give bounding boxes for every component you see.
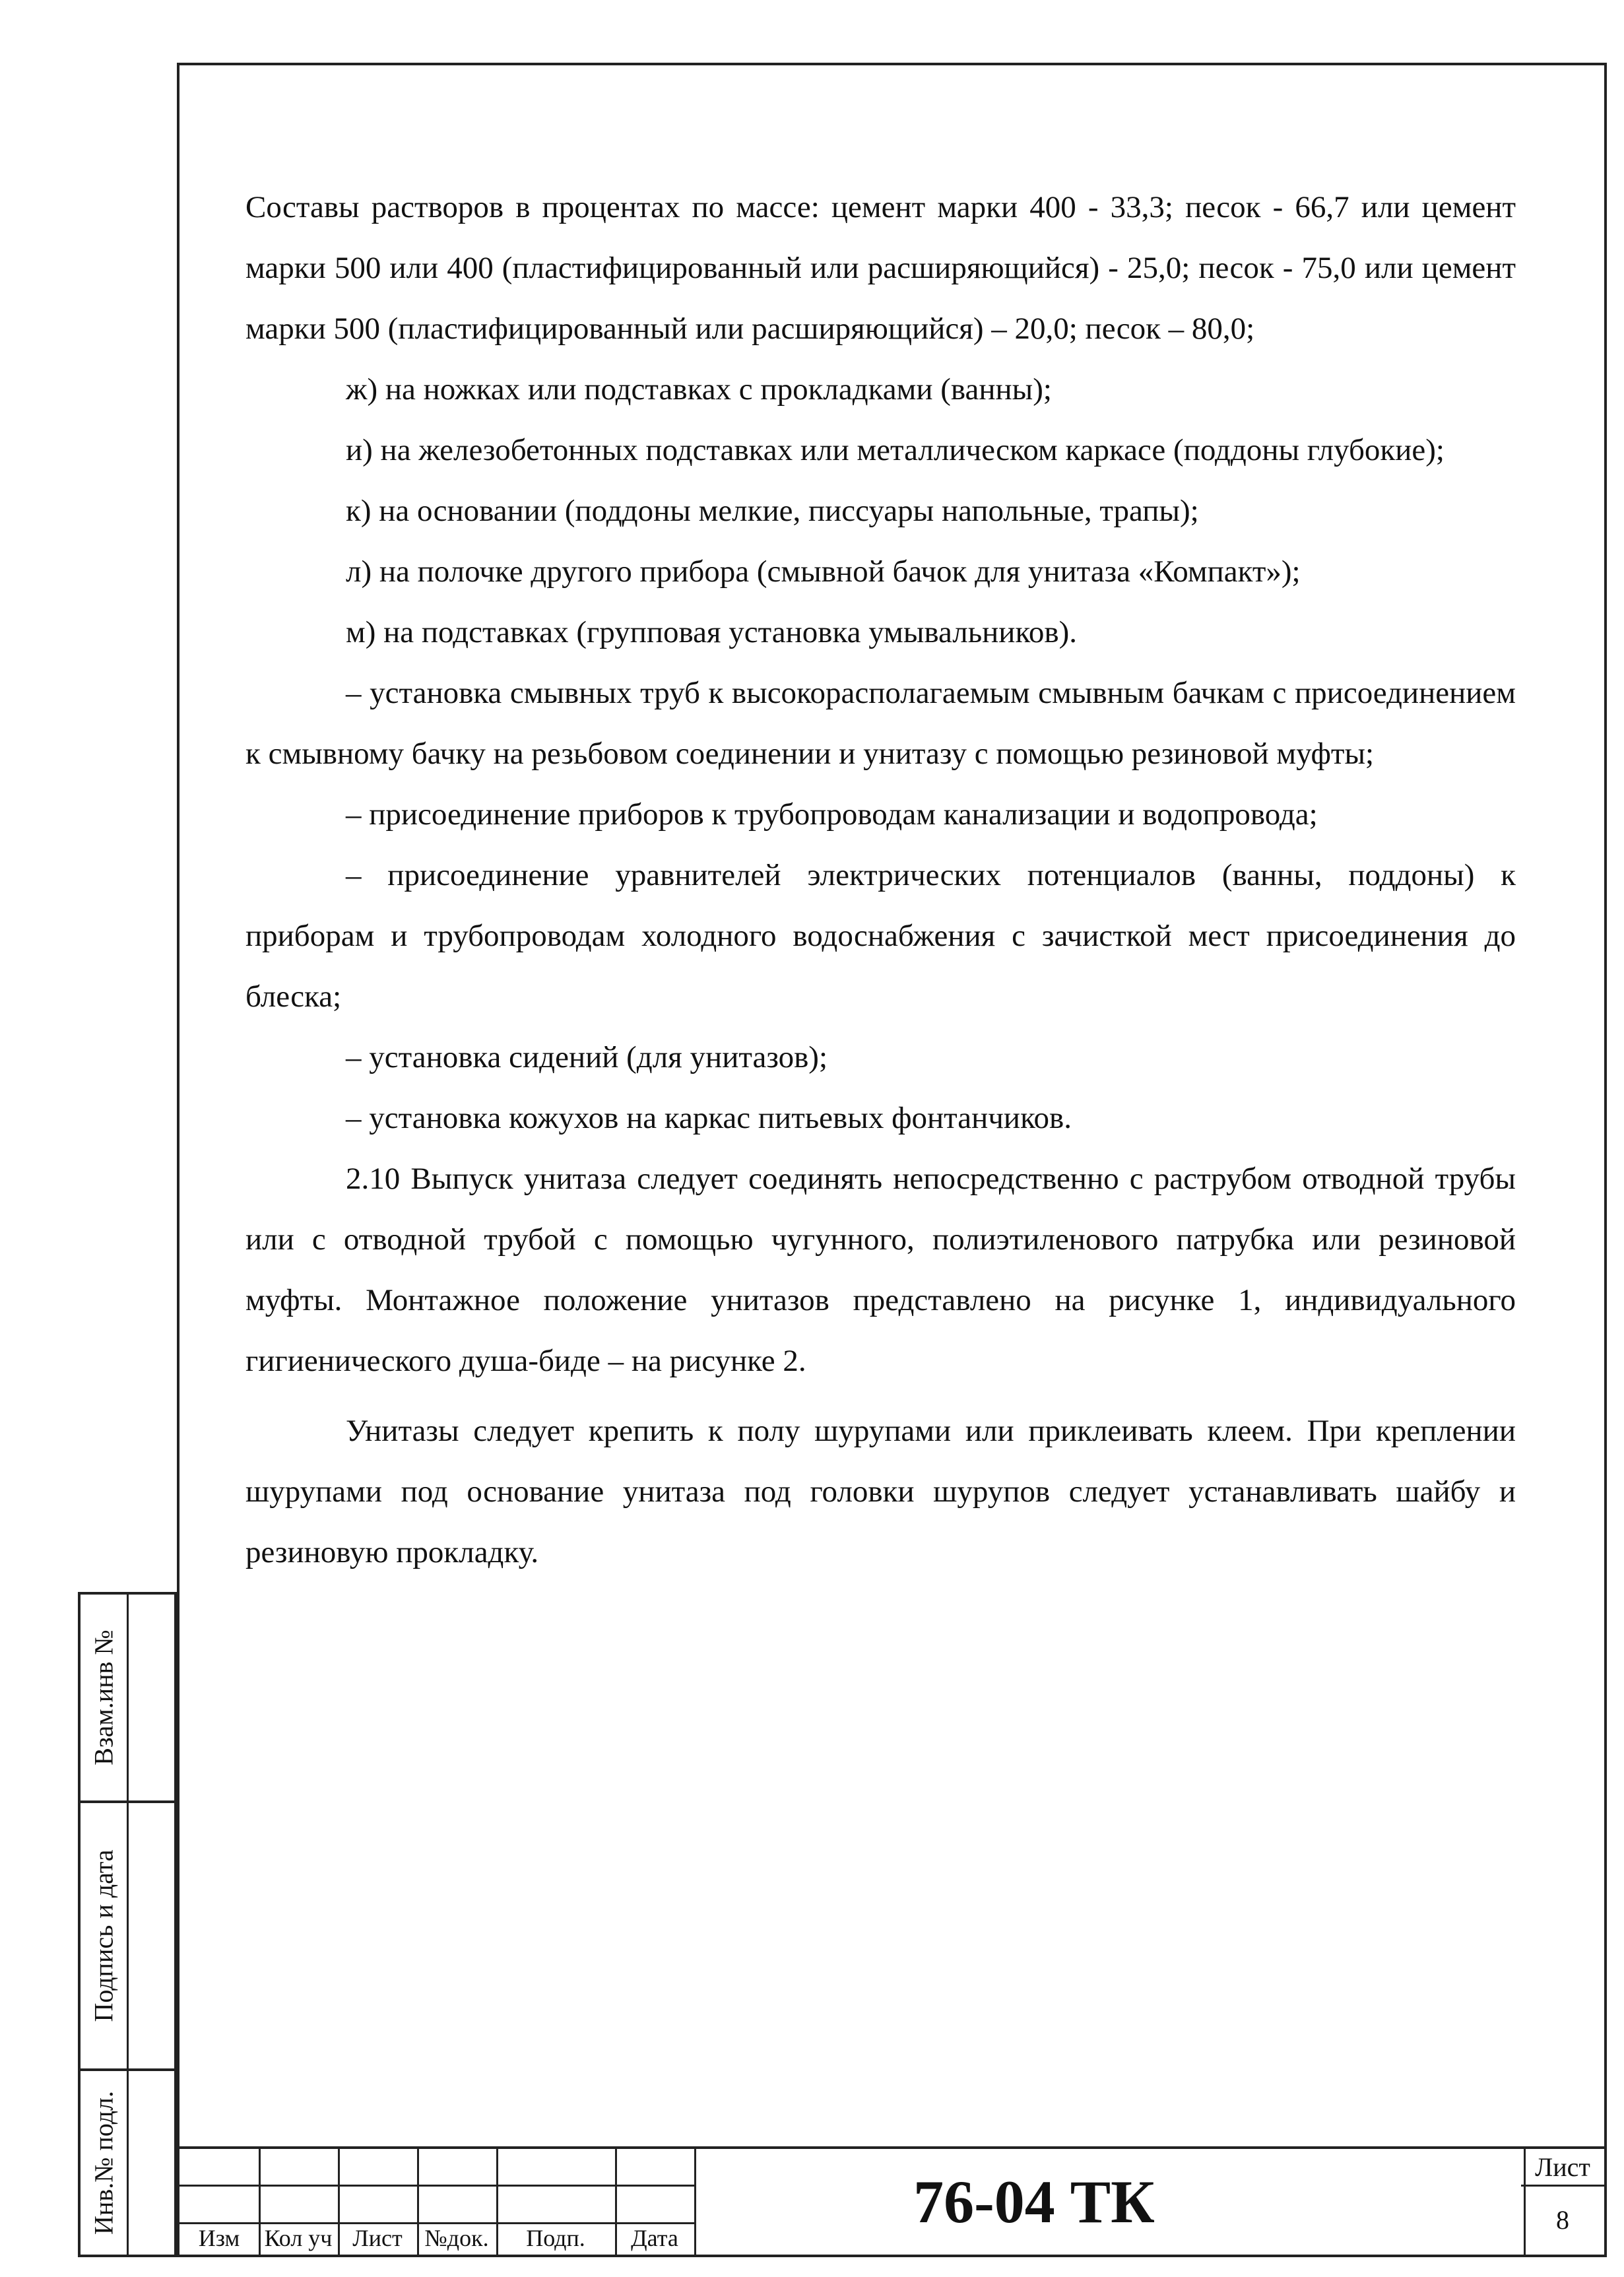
paragraph-mortar-composition: Составы растворов в процентах по массе: цемент марки 400 - 33,3; песок - 66,7 или цемент марки 500 или 400 (пластифицированный или расширяющийся) - 25,0; песок - 75,0 или цемент марки 500 (пластифицированный или расширяющийся) – 20,0; песок – 80,0; bbox=[245, 190, 1516, 346]
document-body bbox=[245, 177, 1516, 1583]
side-stamp-signature bbox=[78, 1800, 177, 2071]
column-sheet: Лист bbox=[352, 2225, 403, 2251]
title-block bbox=[177, 2146, 1607, 2257]
paragraph-fastening: Унитазы следует крепить к полу шурупами или приклеивать клеем. При креплении шурупами под основание унитаза под головки шурупов следует устанавливать шайбу и резиновую прокладку. bbox=[245, 1414, 1516, 1569]
list-item-k: к) на основании (поддоны мелкие, писсуары напольные, трапы); bbox=[346, 494, 1199, 528]
side-label-signature: Подпись и дата bbox=[88, 1849, 119, 2022]
column-doc-number: №док. bbox=[424, 2225, 489, 2251]
dash-item-connection: – присоединение приборов к трубопроводам канализации и водопровода; bbox=[346, 797, 1318, 832]
sheet-number: 8 bbox=[1556, 2204, 1569, 2235]
dash-item-seats: – установка сидений (для унитазов); bbox=[346, 1040, 828, 1074]
side-label-replacement: Взам.инв № bbox=[88, 1630, 119, 1766]
list-item-zh: ж) на ножках или подставках с прокладками (ванны); bbox=[346, 372, 1052, 407]
side-stamp-replacement bbox=[78, 1592, 177, 1803]
list-item-l: л) на полочке другого прибора (смывной бачок для унитаза «Компакт»); bbox=[346, 554, 1301, 589]
dash-item-casings: – установка кожухов на каркас питьевых фонтанчиков. bbox=[346, 1101, 1072, 1135]
dash-item-equalizers: – присоединение уравнителей электрических потенциалов (ванны, поддоны) к приборам и трубопроводам холодного водоснабжения с зачисткой мест присоединения до блеска; bbox=[245, 858, 1516, 1014]
sheet-label: Лист bbox=[1521, 2149, 1604, 2187]
column-change: Изм bbox=[198, 2225, 240, 2251]
side-label-original: Инв.№ подл. bbox=[88, 2091, 119, 2235]
list-item-i: и) на железобетонных подставках или металлическом каркасе (поддоны глубокие); bbox=[346, 433, 1445, 467]
list-item-m: м) на подставках (групповая установка умывальников). bbox=[346, 615, 1077, 649]
side-stamp-original bbox=[78, 2068, 177, 2257]
column-count: Кол уч bbox=[264, 2225, 333, 2251]
column-signature: Подп. bbox=[526, 2225, 585, 2251]
document-code: 76-04 ТК bbox=[913, 2168, 1155, 2235]
column-date: Дата bbox=[631, 2225, 678, 2251]
dash-item-flush-pipes: – установка смывных труб к высокорасполагаемым смывным бачкам с присоединением к смывному бачку на резьбовом соединении и унитазу с помощью резиновой муфты; bbox=[245, 676, 1516, 771]
paragraph-2-10: 2.10 Выпуск унитаза следует соединять непосредственно с раструбом отводной трубы или с отводной трубой с помощью чугунного, полиэтиленового патрубка или резиновой муфты. Монтажное положение унитазов представлено на рисунке 1, индивидуального гигиенического душа-биде – на рисунке 2. bbox=[245, 1162, 1516, 1378]
